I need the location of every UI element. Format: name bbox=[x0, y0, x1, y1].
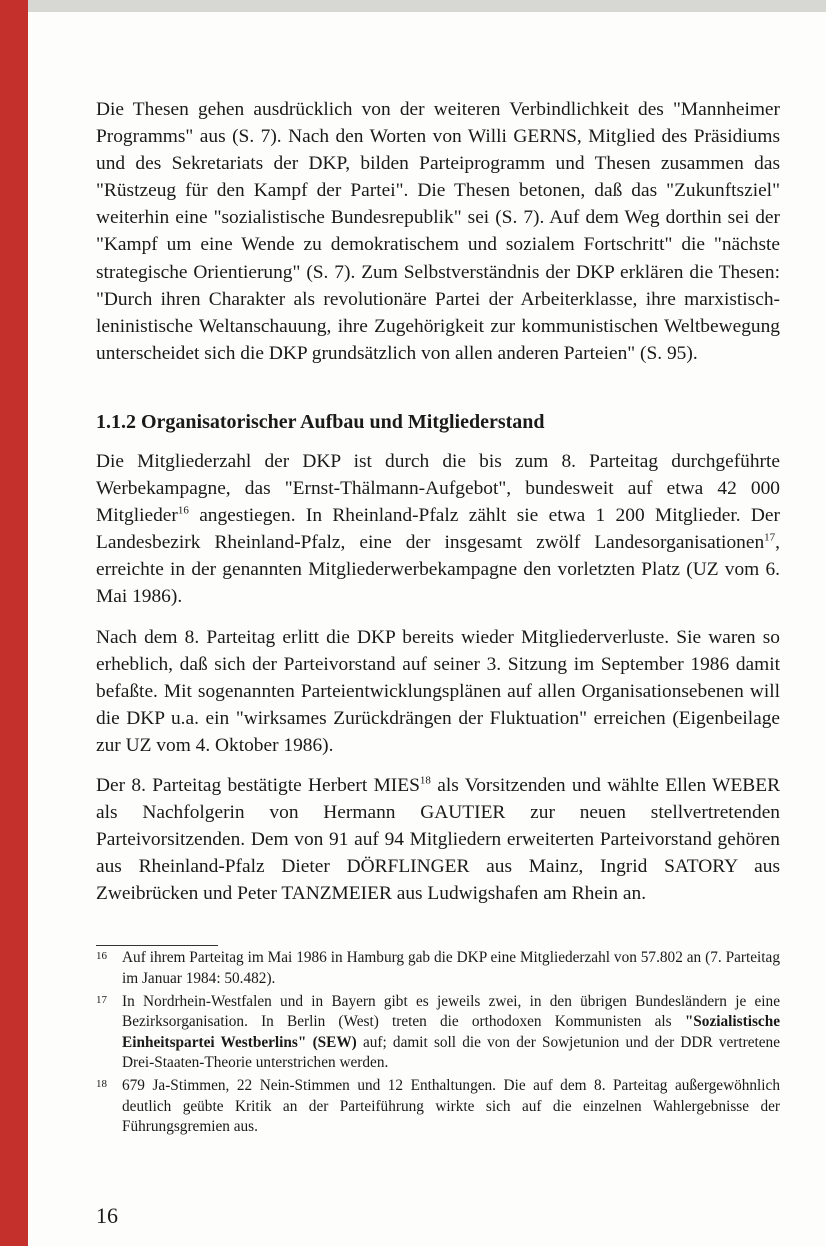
paragraph-4-text-b: als Vorsitzenden und wählte Ellen WEBER als Nachfolgerin von Hermann GAUTIER zur neuen stellvertretenden Parteivorsitzenden. Dem von 91 auf 94 Mitgliedern erweiterten Parteivorstand gehören aus Rheinland-Pfalz Dieter DÖRFLINGER aus Mainz, Ingrid SATORY aus Zweibrücken und Peter TANZMEIER aus Ludwigshafen am Rhein an. bbox=[96, 774, 780, 905]
footnote-text-a: In Nordrhein-Westfalen und in Bayern gibt es jeweils zwei, in den übrigen Bundesländern je eine Bezirksorganisation. In Berlin (West) treten die orthodoxen Kommunisten als bbox=[122, 993, 780, 1031]
page-number: 16 bbox=[96, 1203, 118, 1228]
red-margin-stripe bbox=[0, 0, 28, 1246]
body-paragraph-1: Die Thesen gehen ausdrücklich von der weiteren Verbindlichkeit des "Mannheimer Programms" aus (S. 7). Nach den Worten von Willi GERNS, Mitglied des Präsidiums und des Sekretariats der DKP, bilden Parteiprogramm und Thesen zusammen das "Rüstzeug für den Kampf der Partei". Die Thesen betonen, daß das "Zukunftsziel" weiterhin eine "sozialistische Bundesrepublik" sei (S. 7). Auf dem Weg dorthin sei der "Kampf um eine Wende zu demokratischem und sozialem Fortschritt" die "nächste strategische Orientierung" (S. 7). Zum Selbstverständnis der DKP erklären die Thesen: "Durch ihren Charakter als revolutionäre Partei der Arbeiterklasse, ihre marxistisch-leninistische Weltanschauung, ihre Zugehörigkeit zur kommunistischen Weltbewegung unterscheidet sich die DKP grundsätzlich von allen anderen Parteien" (S. 95). bbox=[96, 99, 780, 364]
footnote-18 bbox=[96, 1076, 780, 1137]
paragraph-2-text-a: Die Mitgliederzahl der DKP ist durch die bis zum 8. Parteitag durchgeführte Werbekampagne, das "Ernst-Thälmann-Aufgebot", bundesweit auf etwa 42 000 Mitglieder bbox=[96, 450, 780, 527]
footnote-text-b: auf; damit soll die von der Sowjetunion und der DDR vertretene Drei-Staaten-Theorie unterstrichen werden. bbox=[122, 1033, 780, 1071]
footnote-bold-party-name: "Sozialistische Einheitspartei Westberlins" (SEW) bbox=[122, 1013, 780, 1051]
footnote-text: 679 Ja-Stimmen, 22 Nein-Stimmen und 12 Enthaltungen. Die auf dem 8. Parteitag außergewöhnlich deutlich geübte Kritik an der Parteiführung wirkte sich auf die einzelnen Wahlergebnisse der Führungsgremien aus. bbox=[122, 1077, 780, 1135]
footnote-ref-17[interactable]: 17 bbox=[764, 531, 776, 544]
body-paragraph-2 bbox=[96, 448, 780, 611]
section-heading: 1.1.2 Organisatorischer Aufbau und Mitgliederstand bbox=[96, 410, 545, 433]
footnotes bbox=[96, 948, 780, 1137]
paragraph-2-text-b: angestiegen. In Rheinland-Pfalz zählt sie etwa 1 200 Mitglieder. Der Landesbezirk Rheinland-Pfalz, eine der insgesamt zwölf Landesorganisationen bbox=[96, 505, 780, 554]
footnote-17 bbox=[96, 992, 780, 1073]
footnote-text: Auf ihrem Parteitag im Mai 1986 in Hamburg gab die DKP eine Mitgliederzahl von 57.802 an (7. Parteitag im Januar 1984: 50.482). bbox=[122, 949, 780, 987]
footnote-ref-18[interactable]: 18 bbox=[419, 774, 431, 787]
paragraph-2-text-c: , erreichte in der genannten Mitgliederwerbekampagne den vorletzten Platz (UZ vom 6. Mai 1986). bbox=[96, 532, 780, 608]
footnote-16 bbox=[96, 948, 780, 989]
footnote-number: 18 bbox=[96, 1078, 107, 1091]
body-paragraph-4 bbox=[96, 772, 780, 907]
footnote-divider bbox=[96, 945, 218, 946]
scan-top-edge bbox=[0, 0, 826, 12]
body-paragraph-3: Nach dem 8. Parteitag erlitt die DKP bereits wieder Mitgliederverluste. Sie waren so erheblich, daß sich der Parteivorstand auf seiner 3. Sitzung im September 1986 damit befaßte. Mit sogenannten Parteientwicklungsplänen auf allen Organisationsebenen will die DKP u.a. ein "wirksames Zurückdrängen der Fluktuation" erreichen (Eigenbeilage zur UZ vom 4. Oktober 1986). bbox=[96, 626, 780, 756]
footnote-ref-16[interactable]: 16 bbox=[177, 504, 189, 517]
paragraph-4-text-a: Der 8. Parteitag bestätigte Herbert MIES bbox=[96, 774, 420, 796]
footnote-number: 17 bbox=[96, 994, 107, 1007]
footnote-number: 16 bbox=[96, 950, 107, 963]
page-content bbox=[96, 96, 780, 1140]
